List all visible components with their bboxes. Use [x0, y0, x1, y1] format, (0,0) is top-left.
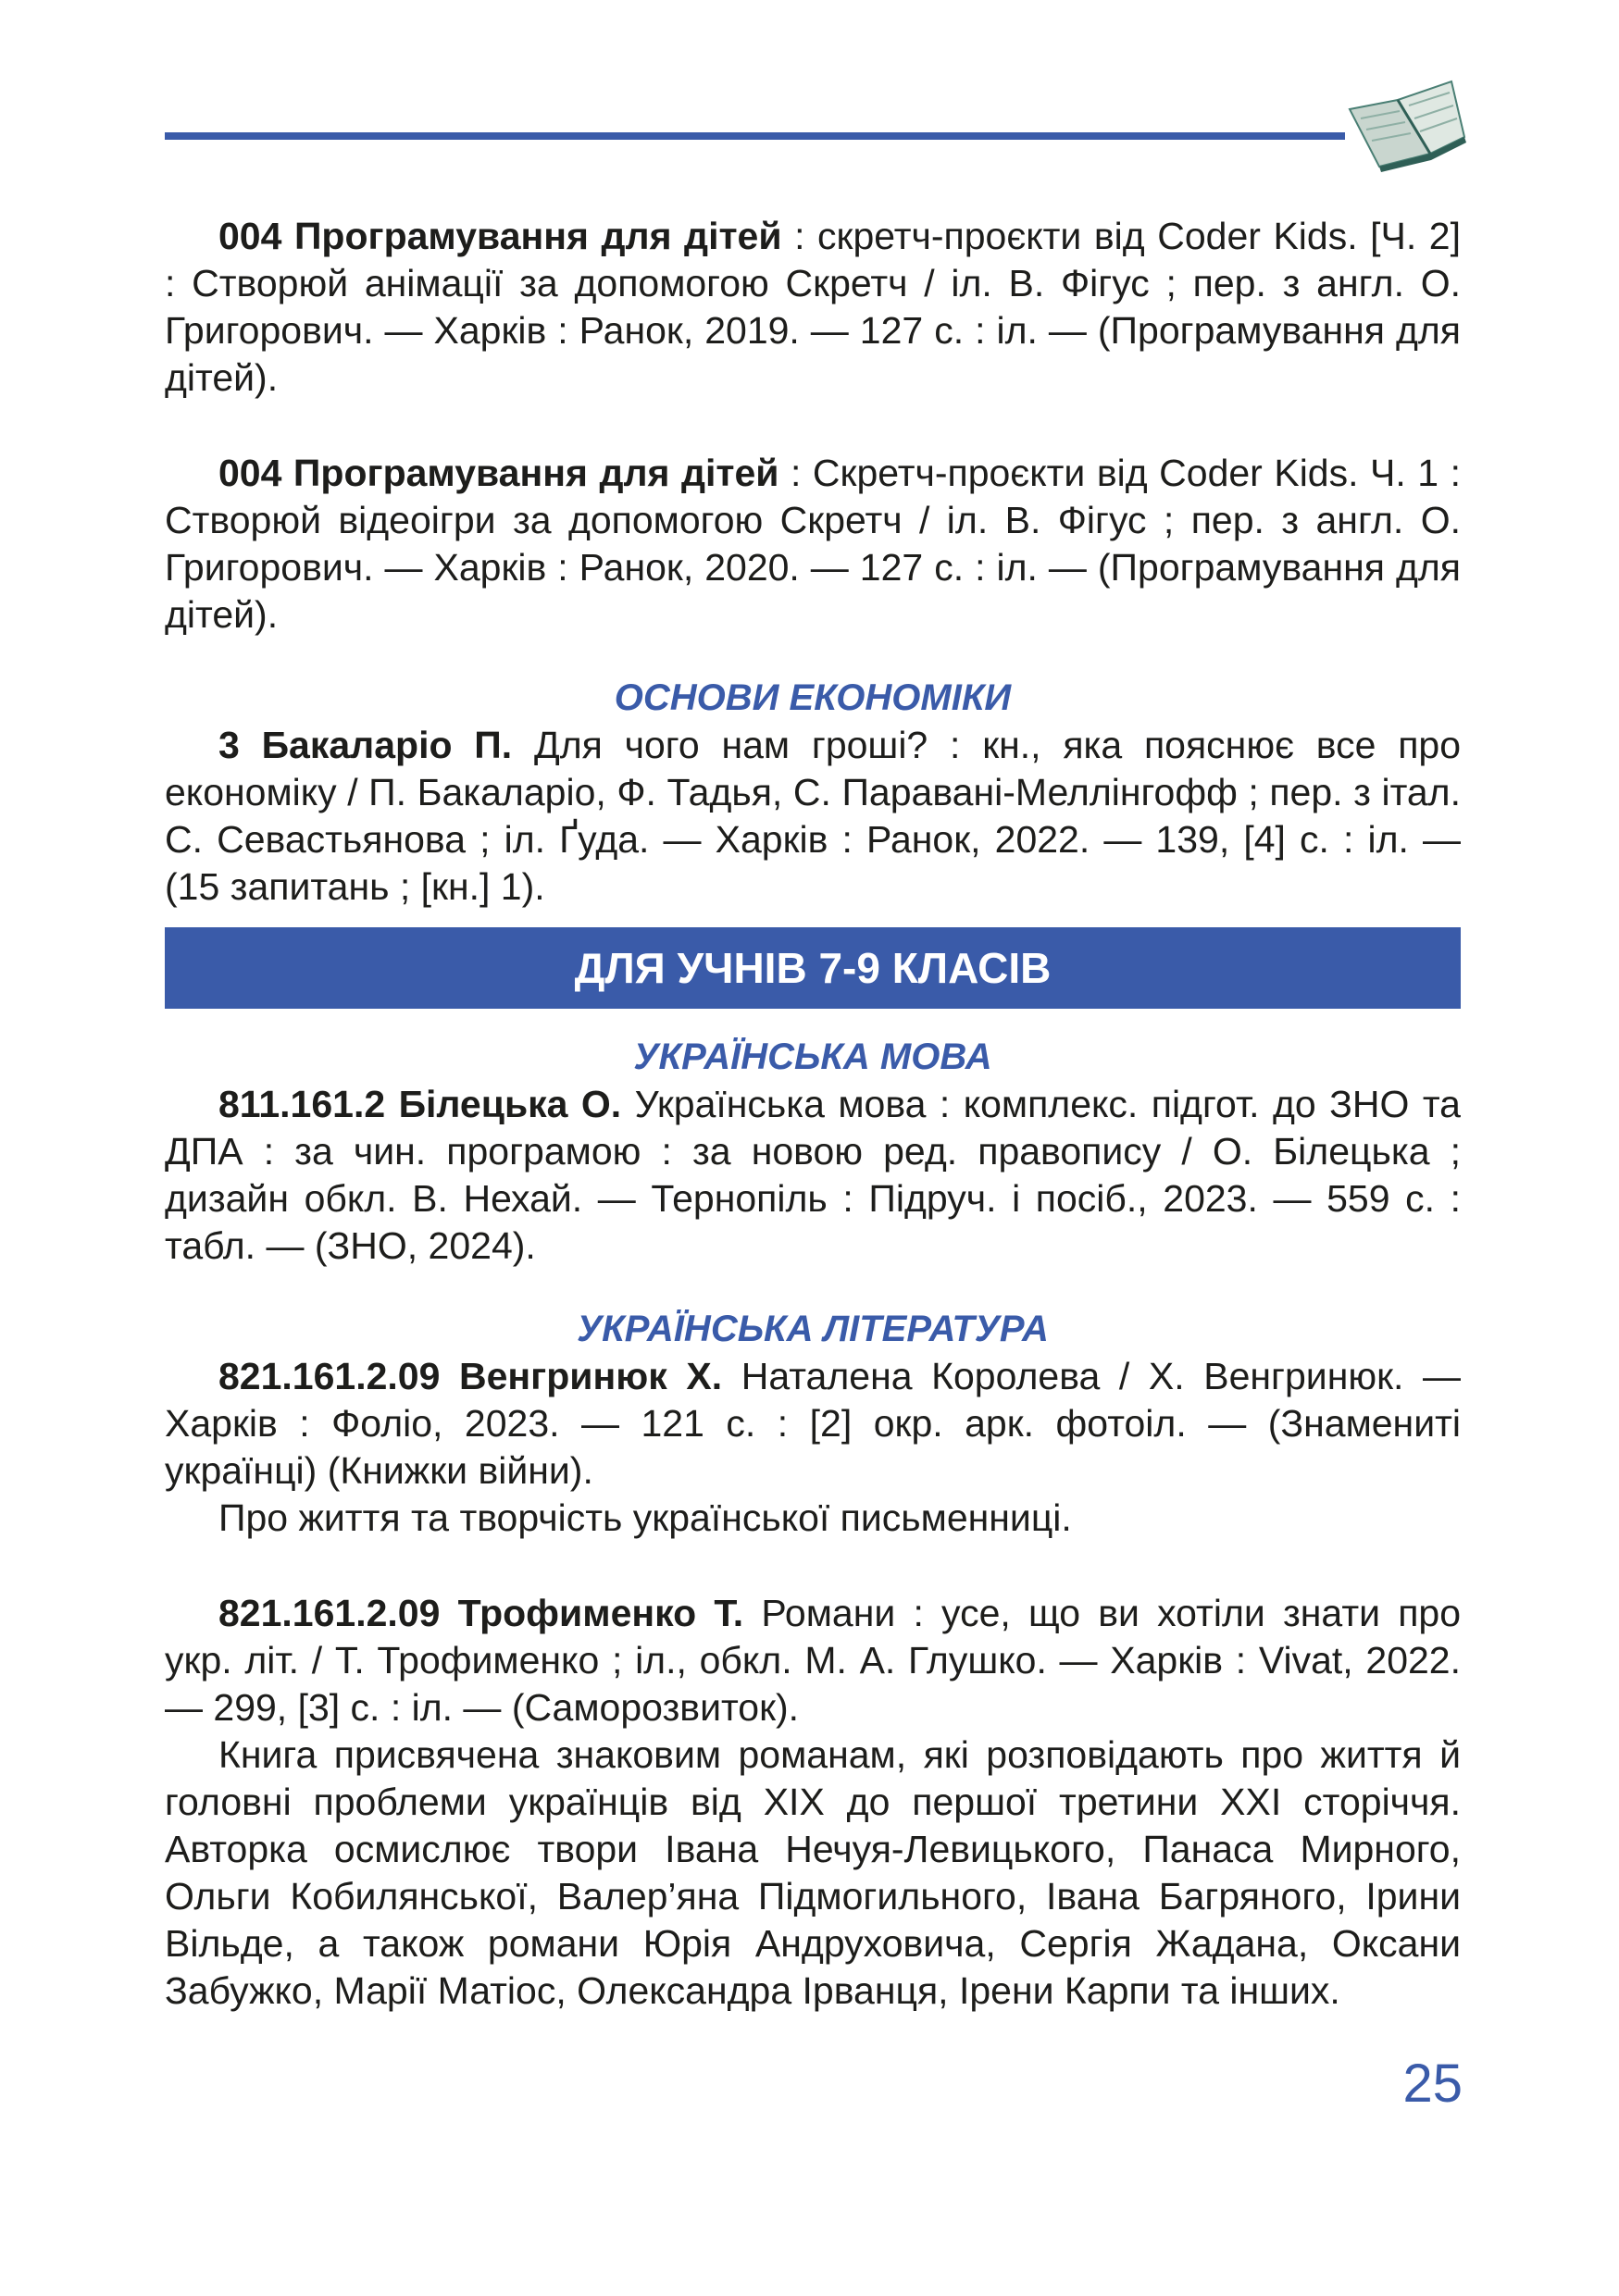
page-content: [165, 213, 1461, 2015]
header-rule: [165, 132, 1345, 140]
entry-annotation: Книга присвячена знаковим романам, які розповідають про життя й головні проблеми українців від XIX до першої третини XXI сторіччя. Авторка осмислює твори Івана Нечуя-Левицького, Панаса Мирного, Ольги Кобилянської, Валер’яна Підмогильного, Івана Багряного, Ірини Вільде, а також романи Юрія Андруховича, Сергія Жадана, Оксани Забужко, Марії Матіос, Олександра Ірванця, Ірени Карпи та інших.: [165, 1733, 1461, 2012]
bibliographic-entry: [165, 213, 1461, 402]
open-book-icon: [1342, 72, 1472, 174]
section-title-economics: ОСНОВИ ЕКОНОМІКИ: [614, 677, 1012, 718]
entry-text: Романи : усе, що ви хотіли знати про укр. літ. / Т. Трофименко ; іл., обкл. М. А. Глушко. — Харків : Vivat, 2022. — 299, [3] с. : іл. — (Саморозвиток).: [165, 1592, 1461, 1729]
entry-heading: 811.161.2 Білецька О.: [218, 1083, 622, 1125]
bibliographic-entry: [165, 1590, 1461, 1731]
entry-text: : Скретч-проєкти від Coder Kids. Ч. 1 : Створюй відеоігри за допомогою Скретч / іл. В. Фігус ; пер. з англ. О. Григорович. — Харків : Ранок, 2020. — 127 с. : іл. — (Програмування для дітей).: [165, 452, 1461, 636]
entry-heading: 004 Програмування для дітей: [218, 452, 779, 494]
entry-heading: 821.161.2.09 Венгринюк Х.: [218, 1355, 723, 1397]
bibliographic-entry: [165, 450, 1461, 639]
section-title-ukrainian-language: УКРАЇНСЬКА МОВА: [633, 1036, 992, 1077]
bibliographic-entry: [165, 1081, 1461, 1270]
entry-annotation: Про життя та творчість української письменниці.: [218, 1496, 1072, 1539]
entry-heading: 004 Програмування для дітей: [218, 215, 782, 257]
page-number: 25: [1402, 2054, 1463, 2114]
grade-band: ДЛЯ УЧНІВ 7-9 КЛАСІВ: [165, 927, 1461, 1009]
section-title-ukrainian-literature: УКРАЇНСЬКА ЛІТЕРАТУРА: [577, 1309, 1049, 1349]
entry-text: Наталена Королева / Х. Венгринюк. — Харків : Фоліо, 2023. — 121 с. : [2] окр. арк. фотоіл. — (Знамениті українці) (Книжки війни).: [165, 1355, 1462, 1492]
entry-text: : скретч-проєкти від Coder Kids. [Ч. 2] : Створюй анімації за допомогою Скретч / іл. В. Фігус ; пер. з англ. О. Григорович. — Харків : Ранок, 2019. — 127 с. : іл. — (Програмування для дітей).: [165, 215, 1461, 399]
bibliographic-entry: [165, 1353, 1461, 1495]
bibliographic-entry: [165, 722, 1461, 911]
entry-text: Українська мова : комплекс. підгот. до ЗНО та ДПА : за чин. програмою : за новою ред. правопису / О. Білецька ; дизайн обкл. В. Нехай. — Тернопіль : Підруч. і посіб., 2023. — 559 с. : табл. — (ЗНО, 2024).: [165, 1083, 1461, 1267]
entry-heading: 3 Бакаларіо П.: [218, 724, 513, 766]
entry-text: Для чого нам гроші? : кн., яка пояснює все про економіку / П. Бакаларіо, Ф. Тадья, С. Паравані-Меллінгофф ; пер. з італ. С. Севастьянова ; іл. Ґуда. — Харків : Ранок, 2022. — 139, [4] с. : іл. — (15 запитань ; [кн.] 1).: [165, 724, 1462, 908]
entry-heading: 821.161.2.09 Трофименко Т.: [218, 1592, 744, 1634]
